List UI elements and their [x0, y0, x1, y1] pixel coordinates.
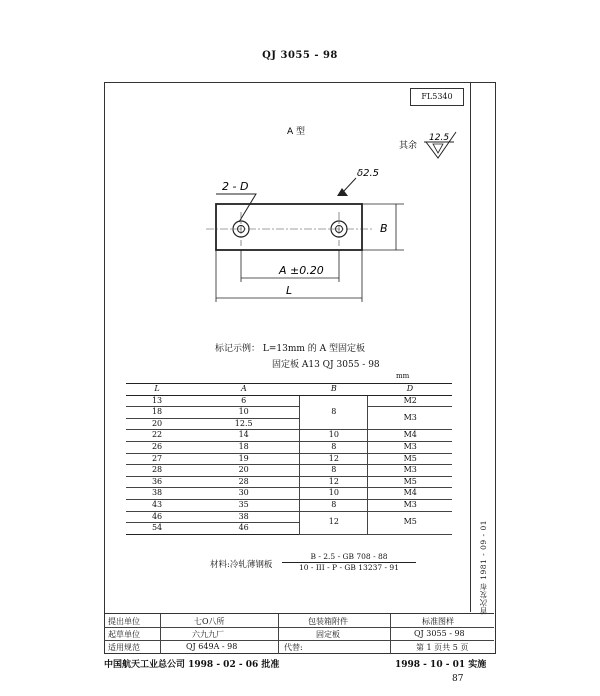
material-denominator: 10 - III - P - GB 13237 - 91 — [299, 563, 399, 572]
roughness-triangle-icon — [433, 144, 443, 153]
standard-code-header: QJ 3055 - 98 — [262, 50, 338, 61]
table-row: 43 35 8 M3 — [126, 499, 452, 511]
table-unit: mm — [396, 372, 410, 380]
first-publication-note: 首次发布 1981 - 09 - 01 — [479, 520, 488, 615]
table-row: 22 14 10 M4 — [126, 430, 452, 442]
column-header: D — [368, 384, 452, 396]
material-label: 材料:冷轧薄钢板 — [210, 560, 273, 570]
holes-label: 2 - D — [222, 180, 249, 193]
table-row: 54 46 — [126, 523, 452, 535]
marking-example-line1: 标记示例： L=13mm 的 A 型固定板 — [215, 344, 365, 354]
table-row: 20 12.5 — [126, 418, 452, 430]
part-name: 固定板 — [316, 630, 340, 639]
roughness-prefix: 其余 — [399, 141, 418, 151]
length-label: L — [286, 284, 293, 297]
classification-box: FL5340 — [410, 88, 464, 106]
title-block — [104, 613, 494, 654]
standard-code: QJ 3055 - 98 — [414, 629, 465, 638]
replaces-label: 代替: — [284, 643, 303, 652]
category-name: 包装箱附件 — [308, 617, 348, 626]
type-label: A 型 — [287, 127, 306, 137]
material-numerator: B - 2.5 - GB 708 - 88 — [282, 552, 416, 563]
approval-text: 中国航天工业总公司 1998 - 02 - 06 批准 — [104, 660, 280, 670]
column-header: B — [300, 384, 368, 396]
table-row: 18 10 M3 — [126, 407, 452, 419]
table-row: 13 6 8 M2 — [126, 395, 452, 407]
technical-drawing — [104, 82, 474, 382]
table-row: 26 18 8 M3 — [126, 441, 452, 453]
height-label: B — [380, 222, 388, 235]
dimension-table — [126, 383, 452, 535]
roughness-value: 12.5 — [429, 133, 450, 143]
column-header: A — [188, 384, 300, 396]
table-row: 38 30 10 M4 — [126, 488, 452, 500]
implementation-date: 1998 - 10 - 01 实施 — [395, 660, 487, 670]
proposer-value: 七O八所 — [194, 617, 225, 626]
standard-type: 标准图样 — [422, 617, 454, 626]
table-row: 36 28 12 M5 — [126, 476, 452, 488]
material-spec — [282, 552, 416, 572]
page-number: 87 — [452, 674, 464, 684]
table-row: 28 20 8 M3 — [126, 465, 452, 477]
drafter-value: 六九九厂 — [192, 630, 224, 639]
marking-example-line2: 固定板 A13 QJ 3055 - 98 — [272, 360, 380, 370]
page-info: 第 1 页共 5 页 — [416, 643, 469, 652]
table-row: 46 38 12 M5 — [126, 511, 452, 523]
column-header: L — [126, 384, 188, 396]
thickness-label: δ2.5 — [357, 168, 380, 179]
applicable-label: 适用规范 — [108, 643, 140, 652]
drafter-label: 起草单位 — [108, 630, 140, 639]
thickness-arrow-icon — [337, 188, 348, 196]
spacing-label: A ±0.20 — [279, 264, 324, 277]
applicable-value: QJ 649A - 98 — [186, 642, 238, 651]
proposer-label: 提出单位 — [108, 617, 140, 626]
table-row: 27 19 12 M5 — [126, 453, 452, 465]
